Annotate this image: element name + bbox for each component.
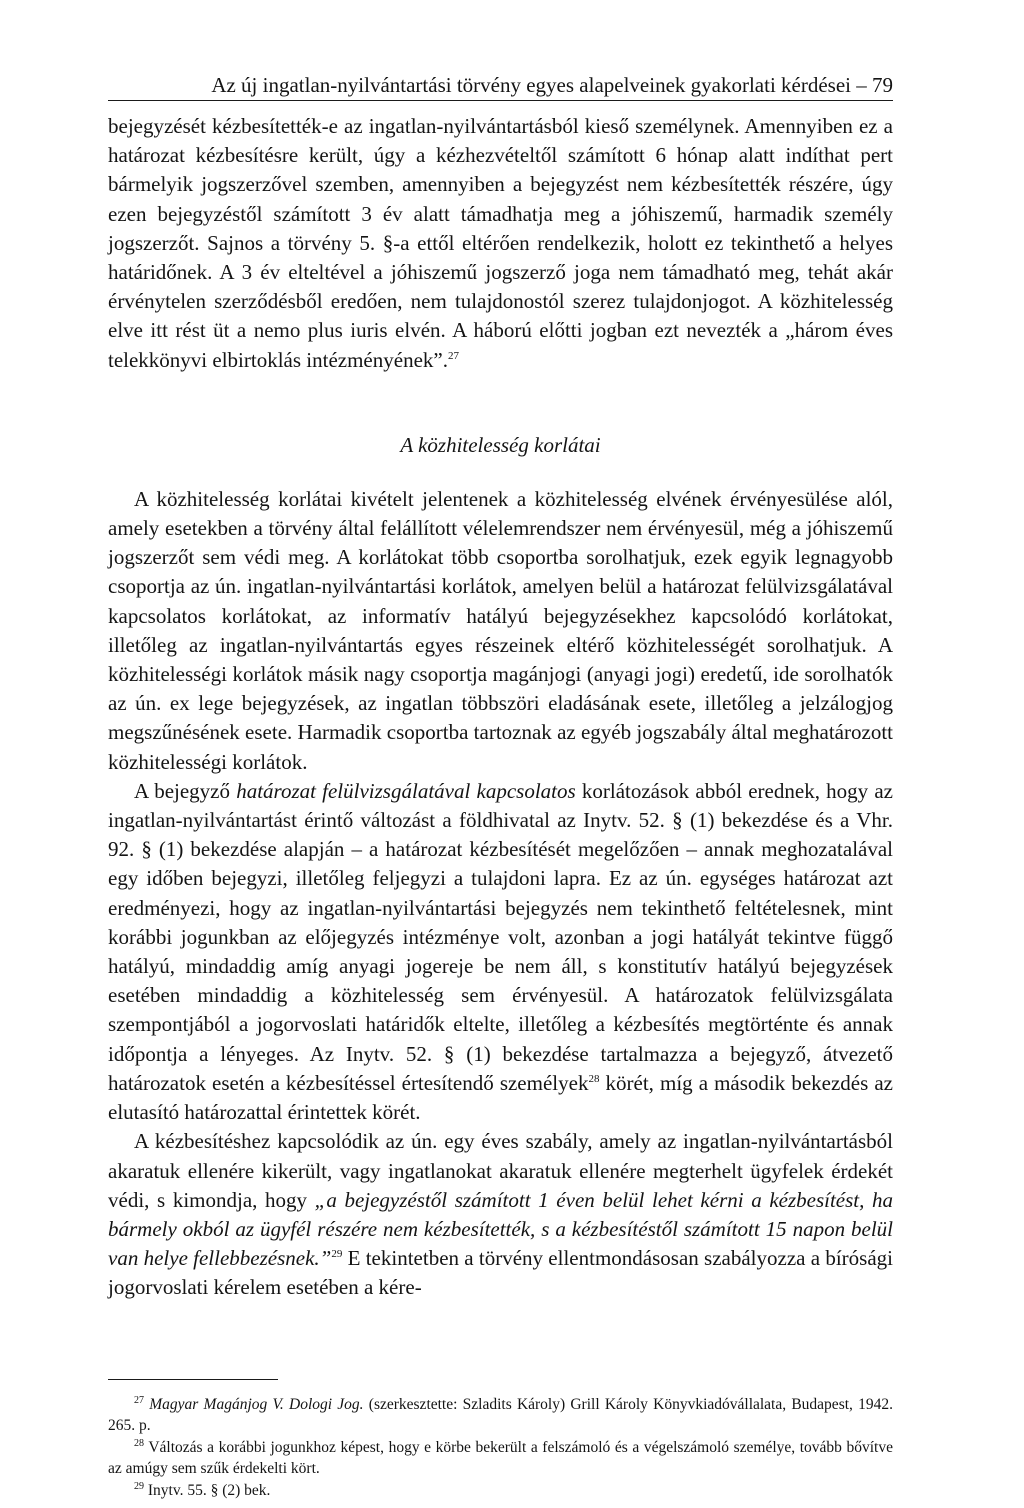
footnote-title: Magyar Magánjog V. Dologi Jog.: [149, 1395, 364, 1413]
paragraph-2: [108, 777, 893, 1127]
footnote-ref-28[interactable]: 28: [588, 1072, 600, 1085]
footnote-number: 29: [134, 1480, 144, 1492]
intro-paragraph-text: bejegyzését kézbesítették-e az ingatlan-nyilvántartásból kieső személynek. Amennyiben ez a határozat kézbesítésre került, úgy a kézhezvételtől számított 6 hónap alatt indíthat pert bármelyik jogszerzővel szemben, amennyiben a bejegyzést nem kézbesítették részére, úgy ezen bejegyzéstől számított 3 év alatt támadhatja meg a jóhiszemű, harmadik személy jogszerzőt. Sajnos a törvény 5. §-a ettől eltérően rendelkezik, holott ez tekinthető a helyes határidőnek. A 3 év elteltével a jóhiszemű jogszerző joga nem támadható meg, tehát akár érvénytelen szerződésből eredően, nem tulajdonostól szerez tulajdonjogot. A közhitelesség elve itt rést üt a nemo plus iuris elvén. A háború előtti jogban ezt nevezték a „három éves telekkönyvi elbirtoklás intézményének”.: [108, 114, 893, 372]
body-text: [108, 112, 893, 1303]
running-head: Az új ingatlan-nyilvántartási törvény egyes alapelveinek gyakorlati kérdései – 79: [108, 72, 893, 101]
paragraph-2-text-b: körét, míg a második bekezdés az elutasító határozattal érintettek körét.: [108, 1070, 893, 1125]
footnote-divider: [108, 1379, 278, 1380]
footnote-ref-29[interactable]: 29: [331, 1248, 343, 1261]
footnote-text: Inytv. 55. § (2) bek.: [147, 1481, 271, 1499]
paragraph-1: A közhitelesség korlátai kivételt jelentenek a közhitelesség elvének érvényesülése alól, amely esetekben a törvény által felállított vélelemrendszer nem érvényesül, még a jóhiszemű jogszerzőt sem védi meg. A korlátokat több csoportba sorolhatjuk, ezek egyik legnagyobb csoportja az ún. ingatlan-nyilvántartási korlátok, amelyen belül a határozat felülvizsgálatával kapcsolatos korlátokat, az informatív hatályú bejegyzésekhez kapcsolódó korlátokat, illetőleg az ingatlan-nyilvántartás egyes részeinek eltérő közhitelességét sorolhatjuk. A közhitelességi korlátok másik nagy csoportja magánjogi (anyagi jogi) eredetű, ide sorolhatók az ún. ex lege bejegyzések, az ingatlan többszöri eladásának esete, illetőleg a jelzálogjog megszűnésének esete. Harmadik csoportba tartoznak az egyéb jogszabály által meghatározott közhitelességi korlátok.: [108, 486, 893, 774]
intro-paragraph: [108, 112, 893, 375]
footnotes: [108, 1394, 893, 1502]
paragraph-3-lead: A kézbesítéshez kapcsolódik az ún. egy éves szabály, amely az ingatlan-nyilvántartásból akaratuk ellenére kikerült, vagy ingatlanokat akaratuk ellenére megterhelt ügyfelek érdekét védi, s kimondja, hogy: [108, 1129, 893, 1212]
section-title: A közhitelesség korlátai: [400, 432, 601, 457]
paragraph-2-emphasis: határozat felülvizsgálatával kapcsolatos: [236, 778, 576, 803]
paragraph-2-lead: A bejegyző: [134, 778, 237, 803]
footnote-text: (szerkesztette: Szladits Károly) Grill Károly Könyvkiadóvállalata, Budapest, 1942. 265. p.: [108, 1395, 893, 1435]
footnote-28: [108, 1437, 893, 1480]
footnote-number: 28: [134, 1437, 144, 1449]
paragraph-3-tail: E tekintetben a törvény ellentmondásosan szabályozza a bírósági jogorvoslati kérelem esetében a kére-: [108, 1246, 893, 1300]
paragraph-3-quote: „a bejegyzéstől számított 1 éven belül lehet kérni a kézbesítést, ha bármely okból az ügyfél részére nem kézbesítették, s a kézbesítéstől számított 15 napon belül van helye fellebbezésnek.”: [108, 1187, 894, 1271]
paragraph-3: [108, 1127, 893, 1302]
footnote-text: Változás a korábbi jogunkhoz képest, hogy e körbe bekerült a felszámoló és a végelszámoló személye, tovább bővítve az amúgy sem szűk érdekelti kört.: [108, 1438, 893, 1478]
paragraph-2-text-a: korlátozások abból erednek, hogy az ingatlan-nyilvántartást érintő változást a földhivatal az Inytv. 52. § (1) bekezdése és a Vhr. 92. § (1) bekezdése alapján – a határozat kézbesítését megelőzően – annak meghozatalával egy időben bejegyzi, illetőleg feljegyzi a tulajdoni lapra. Ez az ún. egységes határozat azt eredményezi, hogy az ingatlan-nyilvántartási bejegyzés nem tekinthető feltételesnek, mint korábbi jogunkban az előjegyzés intézménye volt, azonban a jogi hatályát tekintve függő hatályú, mindaddig amíg anyagi jogereje be nem áll, s konstitutív hatályú bejegyzések esetében mindaddig a közhitelesség sem érvényesül. A határozatok felülvizsgálata szempontjából a jogorvoslati határidők eltelte, illetőleg a kézbesítés megtörténte és annak időpontja a lényeges. Az Inytv. 52. § (1) bekezdése tartalmazza a bejegyző, átvezető határozatok esetén a kézbesítéssel értesítendő személyek: [108, 778, 893, 1095]
footnote-number: 27: [134, 1394, 144, 1406]
footnote-27: [108, 1394, 893, 1437]
document-page: [108, 72, 893, 1501]
footnote-29: [108, 1480, 893, 1502]
footnote-ref-27[interactable]: 27: [447, 349, 459, 362]
